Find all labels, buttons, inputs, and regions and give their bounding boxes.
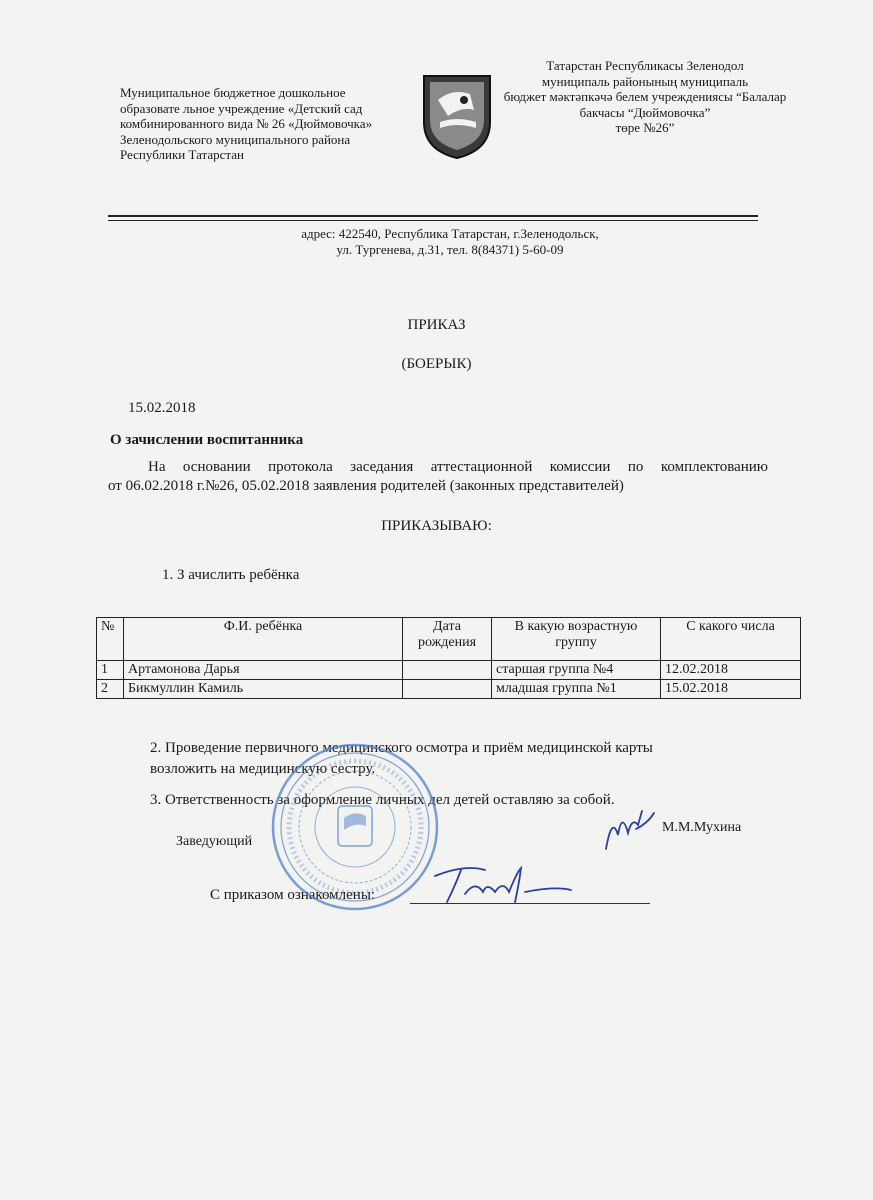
org-line: Татарстан Республикасы Зеленодол xyxy=(546,58,744,73)
document-subject: О зачислении воспитанника xyxy=(110,432,304,448)
document-title-tatar: (БОЕРЫК) xyxy=(401,356,472,372)
address-line: ул. Тургенева, д.31, тел. 8(84371) 5-60-09 xyxy=(336,242,564,257)
col-group: В какую возрастную группу xyxy=(492,618,661,661)
cell-name: Бикмуллин Камиль xyxy=(124,680,403,699)
header-divider-thin xyxy=(108,220,758,221)
org-line: Зеленодольского муниципального района xyxy=(120,131,351,147)
org-name-tatar xyxy=(495,58,795,136)
col-from: С какого числа xyxy=(661,618,801,661)
table-row xyxy=(97,661,801,680)
org-line: бюджет мәктәпкәчә белем учреждениясы “Балалар xyxy=(503,89,787,104)
cell-birth xyxy=(403,680,492,699)
col-name: Ф.И. ребёнка xyxy=(124,618,403,661)
cell-from: 15.02.2018 xyxy=(661,680,801,699)
order-item-1: 1. З ачислить ребёнка xyxy=(162,567,300,583)
org-line: төре №26” xyxy=(615,120,675,135)
org-line: образовате льное учреждение «Детский сад xyxy=(120,100,363,116)
header-divider-thick xyxy=(108,215,758,217)
address-block xyxy=(230,226,670,258)
director-name: М.М.Мухина xyxy=(662,820,742,835)
order-item-3: 3. Ответственность за оформление личных дел детей оставляю за собой. xyxy=(150,792,615,808)
cell-birth xyxy=(403,661,492,680)
col-birth: Дата рождения xyxy=(403,618,492,661)
basis-line: На основании протокола заседания аттестационной комиссии по комплектованию xyxy=(148,459,768,475)
col-number: № xyxy=(97,618,124,661)
document-date: 15.02.2018 xyxy=(128,400,196,416)
org-line: муниципаль районының муниципаль xyxy=(541,73,749,89)
coat-of-arms-icon xyxy=(418,70,496,162)
org-line: Муниципальное бюджетное дошкольное xyxy=(120,85,346,100)
basis-line: от 06.02.2018 г.№26, 05.02.2018 заявления родителей (законных представителей) xyxy=(108,478,624,494)
org-line: комбинированного вида № 26 «Дюймовочка» xyxy=(120,116,373,131)
acknowledgement-label: С приказом ознакомлены: xyxy=(210,887,376,903)
cell-number: 1 xyxy=(97,661,124,680)
director-title: Заведующий xyxy=(176,834,253,849)
cell-number: 2 xyxy=(97,680,124,699)
item2-line: 2. Проведение первичного медицинского осмотра и приём медицинской карты xyxy=(150,740,653,756)
table-header-row xyxy=(97,618,801,661)
item2-line: возложить на медицинскую сестру. xyxy=(150,761,376,777)
org-line: бакчасы “Дюймовочка” xyxy=(579,104,711,120)
address-line: адрес: 422540, Республика Татарстан, г.Зеленодольск, xyxy=(301,226,599,241)
order-word: ПРИКАЗЫВАЮ: xyxy=(381,518,492,534)
org-name-russian xyxy=(120,85,410,163)
table-row xyxy=(97,680,801,699)
children-table xyxy=(96,617,801,699)
document-title: ПРИКАЗ xyxy=(407,317,466,333)
cell-name: Артамонова Дарья xyxy=(124,661,403,680)
cell-from: 12.02.2018 xyxy=(661,661,801,680)
cell-group: младшая группа №1 xyxy=(492,680,661,699)
basis-paragraph xyxy=(108,458,768,496)
official-stamp-icon xyxy=(268,740,443,915)
acknowledgement-signature-icon xyxy=(425,862,575,908)
director-signature-icon xyxy=(598,805,658,857)
order-item-2 xyxy=(150,738,750,780)
cell-group: старшая группа №4 xyxy=(492,661,661,680)
org-line: Республики Татарстан xyxy=(120,147,244,162)
